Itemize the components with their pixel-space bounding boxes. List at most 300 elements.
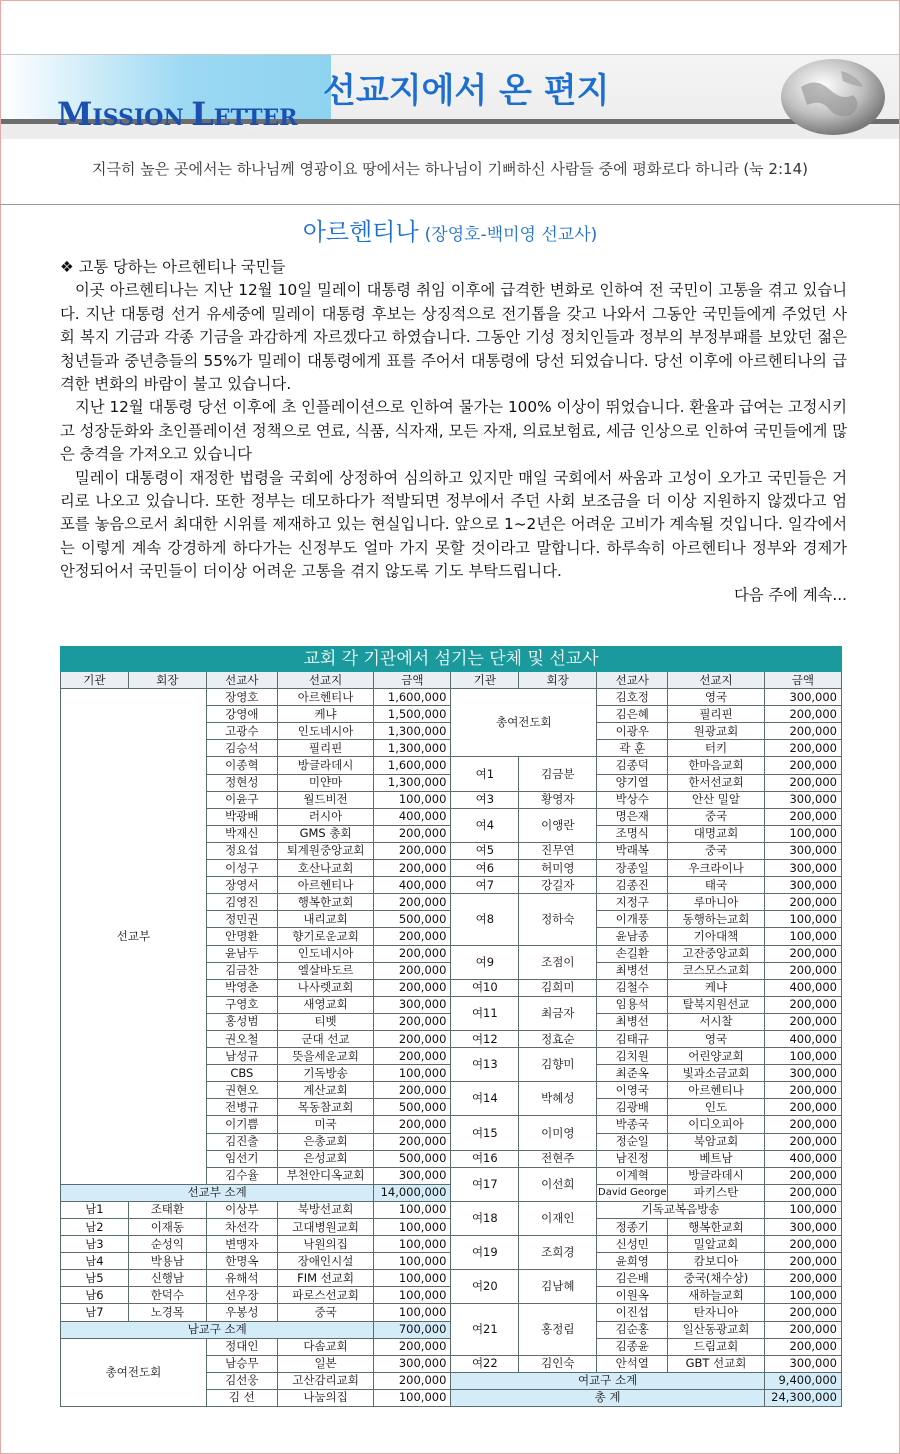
- org-cell: 남4: [61, 1253, 129, 1270]
- column-header: 선교사: [206, 672, 277, 689]
- missionary-cell: 윤희영: [597, 1253, 668, 1270]
- amount-cell: 300,000: [374, 996, 451, 1013]
- field-cell: 티벳: [277, 1013, 374, 1030]
- field-cell: 중국: [277, 1304, 374, 1321]
- missionary-cell: 곽 훈: [597, 740, 668, 757]
- amount-cell: 200,000: [374, 928, 451, 945]
- field-cell: 밀알교회: [668, 1236, 765, 1253]
- amount-cell: 400,000: [764, 1030, 841, 1047]
- field-cell: 북암교회: [668, 1133, 765, 1150]
- missionary-cell: 김 선: [206, 1389, 277, 1406]
- field-cell: 은총교회: [277, 1133, 374, 1150]
- amount-cell: 300,000: [764, 1219, 841, 1236]
- field-cell: 태국: [668, 877, 765, 894]
- table-title: 교회 각 기관에서 섬기는 단체 및 선교사: [61, 647, 842, 672]
- amount-cell: 400,000: [764, 1150, 841, 1167]
- amount-cell: 100,000: [764, 928, 841, 945]
- missionary-cell: 박종국: [597, 1116, 668, 1133]
- missionary-cell: 김수율: [206, 1167, 277, 1184]
- subtotal-label: 여교구 소계: [451, 1372, 764, 1389]
- field-cell: 퇴계원중앙교회: [277, 842, 374, 859]
- missionary-cell: 한명옥: [206, 1253, 277, 1270]
- amount-cell: 200,000: [764, 945, 841, 962]
- amount-cell: 200,000: [374, 1133, 451, 1150]
- amount-cell: 200,000: [764, 996, 841, 1013]
- missionary-cell: 이영국: [597, 1082, 668, 1099]
- field-cell: 터키: [668, 740, 765, 757]
- amount-cell: 100,000: [374, 791, 451, 808]
- amount-cell: 300,000: [764, 877, 841, 894]
- article-title: 아르헨티나 (장영호-백미영 선교사): [302, 218, 598, 246]
- amount-cell: 100,000: [764, 1048, 841, 1065]
- amount-cell: 200,000: [764, 1321, 841, 1338]
- chair-cell: 김금분: [519, 757, 597, 791]
- org-cell: 여6: [451, 860, 519, 877]
- missionary-cell: 정순일: [597, 1133, 668, 1150]
- field-cell: 드림교회: [668, 1338, 765, 1355]
- table-row: [61, 1270, 842, 1287]
- missionary-cell: 김진출: [206, 1133, 277, 1150]
- table-row: [61, 1236, 842, 1253]
- chair-cell: 허미영: [519, 860, 597, 877]
- missionary-cell: 박재신: [206, 825, 277, 842]
- missionary-cell: 이진섭: [597, 1304, 668, 1321]
- column-header: 금액: [374, 672, 451, 689]
- org-cell: 남3: [61, 1236, 129, 1253]
- amount-cell: 300,000: [374, 1167, 451, 1184]
- chair-cell: 이앵란: [519, 808, 597, 842]
- field-cell: 베트남: [668, 1150, 765, 1167]
- missionary-cell: 김치원: [597, 1048, 668, 1065]
- missionary-cell: 고광수: [206, 723, 277, 740]
- org-cell: 남5: [61, 1270, 129, 1287]
- amount-cell: 100,000: [764, 911, 841, 928]
- org-cell: 총여전도회: [451, 689, 597, 757]
- field-cell: 서시찰: [668, 1013, 765, 1030]
- missionary-cell: 김승석: [206, 740, 277, 757]
- org-cell: 여8: [451, 894, 519, 945]
- page-title: 선교지에서 온 편지: [323, 71, 610, 111]
- field-cell: 뜻을세운교회: [277, 1048, 374, 1065]
- amount-cell: 1,300,000: [374, 740, 451, 757]
- verse-divider: [0, 204, 900, 205]
- amount-cell: 300,000: [764, 842, 841, 859]
- chair-cell: 김향미: [519, 1048, 597, 1082]
- missionary-cell: 권오철: [206, 1030, 277, 1047]
- amount-cell: 200,000: [764, 1099, 841, 1116]
- missionary-cell: 윤남두: [206, 945, 277, 962]
- missionary-cell: 임선기: [206, 1150, 277, 1167]
- field-cell: 인도네시아: [277, 723, 374, 740]
- missionary-cell: 남승무: [206, 1355, 277, 1372]
- org-cell: 여5: [451, 842, 519, 859]
- field-cell: 월드비전: [277, 791, 374, 808]
- missionary-cell: 강영애: [206, 706, 277, 723]
- amount-cell: 100,000: [374, 1287, 451, 1304]
- missionary-cell: 김순홍: [597, 1321, 668, 1338]
- field-cell: 안산 밀알: [668, 791, 765, 808]
- org-cell: 여17: [451, 1167, 519, 1201]
- field-cell: 아르헨티나: [277, 689, 374, 706]
- amount-cell: 200,000: [764, 808, 841, 825]
- missionary-cell: 김철수: [597, 979, 668, 996]
- column-header: 회장: [128, 672, 206, 689]
- amount-cell: 200,000: [764, 1133, 841, 1150]
- amount-cell: 200,000: [374, 979, 451, 996]
- article-body: [60, 256, 847, 607]
- field-cell: 중국: [668, 808, 765, 825]
- field-cell: 고대병원교회: [277, 1219, 374, 1236]
- org-cell: 남1: [61, 1201, 129, 1218]
- field-cell: 케냐: [668, 979, 765, 996]
- org-cell: 여21: [451, 1304, 519, 1355]
- field-cell: 필리핀: [277, 740, 374, 757]
- org-cell: 여20: [451, 1270, 519, 1304]
- amount-cell: 200,000: [764, 894, 841, 911]
- amount-cell: 100,000: [374, 1219, 451, 1236]
- amount-cell: 200,000: [374, 962, 451, 979]
- amount-cell: 100,000: [374, 1253, 451, 1270]
- amount-cell: 200,000: [374, 894, 451, 911]
- field-cell: GMS 총회: [277, 825, 374, 842]
- table-row: [61, 1304, 842, 1321]
- chair-cell: 정하숙: [519, 894, 597, 945]
- table-row: [61, 1201, 842, 1218]
- field-cell: 고잔중앙교회: [668, 945, 765, 962]
- org-cell: 여3: [451, 791, 519, 808]
- chair-cell: 노경목: [128, 1304, 206, 1321]
- amount-cell: 100,000: [764, 1287, 841, 1304]
- amount-cell: 200,000: [374, 1030, 451, 1047]
- missionary-cell: 이개풍: [597, 911, 668, 928]
- missionary-cell: 차선각: [206, 1219, 277, 1236]
- chair-cell: 조희경: [519, 1236, 597, 1270]
- org-cell: 여16: [451, 1150, 519, 1167]
- chair-cell: 홍정림: [519, 1304, 597, 1355]
- amount-cell: 1,600,000: [374, 757, 451, 774]
- chair-cell: 이재동: [128, 1219, 206, 1236]
- field-cell: 러시아: [277, 808, 374, 825]
- field-cell: 장애인시설: [277, 1253, 374, 1270]
- field-cell: 기독교복음방송: [597, 1201, 764, 1218]
- table-row: [61, 647, 842, 672]
- missionary-cell: 최병선: [597, 1013, 668, 1030]
- org-cell: 남2: [61, 1219, 129, 1236]
- field-cell: 코스모스교회: [668, 962, 765, 979]
- field-cell: 한마음교회: [668, 757, 765, 774]
- amount-cell: 300,000: [764, 689, 841, 706]
- amount-cell: 200,000: [764, 1253, 841, 1270]
- field-cell: 빛과소금교회: [668, 1065, 765, 1082]
- subtotal-amount: 14,000,000: [374, 1184, 451, 1201]
- field-cell: 이디오피아: [668, 1116, 765, 1133]
- field-cell: 미얀마: [277, 774, 374, 791]
- chair-cell: 정효순: [519, 1030, 597, 1047]
- field-cell: 새영교회: [277, 996, 374, 1013]
- missionary-cell: 장영서: [206, 877, 277, 894]
- field-cell: 영국: [668, 1030, 765, 1047]
- field-cell: 동행하는교회: [668, 911, 765, 928]
- missionary-cell: 유해석: [206, 1270, 277, 1287]
- amount-cell: 1,600,000: [374, 689, 451, 706]
- amount-cell: 400,000: [374, 808, 451, 825]
- missionary-cell: 남진정: [597, 1150, 668, 1167]
- chair-cell: 박혜성: [519, 1082, 597, 1116]
- org-cell: 여7: [451, 877, 519, 894]
- column-header: 기관: [451, 672, 519, 689]
- amount-cell: 200,000: [764, 1304, 841, 1321]
- missionary-cell: 임용석: [597, 996, 668, 1013]
- field-cell: 탈북지원선교: [668, 996, 765, 1013]
- missionary-cell: 이상부: [206, 1201, 277, 1218]
- amount-cell: 200,000: [374, 1082, 451, 1099]
- missionary-cell: 최병선: [597, 962, 668, 979]
- missionary-cell: 이종혁: [206, 757, 277, 774]
- field-cell: 행복한교회: [668, 1219, 765, 1236]
- chair-cell: 강길자: [519, 877, 597, 894]
- amount-cell: 500,000: [374, 911, 451, 928]
- field-cell: 미국: [277, 1116, 374, 1133]
- amount-cell: 100,000: [374, 1304, 451, 1321]
- field-cell: 아르헨티나: [668, 1082, 765, 1099]
- field-cell: 고산감리교회: [277, 1372, 374, 1389]
- amount-cell: 100,000: [374, 1270, 451, 1287]
- missionary-cell: 최준옥: [597, 1065, 668, 1082]
- article-paragraph: 이곳 아르헨티나는 지난 12월 10일 밀레이 대통령 취임 이후에 급격한 변화로 인하여 전 국민이 고통을 겪고 있습니다. 지난 대통령 선거 유세중에 밀레이 대통령 후보는 상징적으로 전기톱을 갖고 나와서 그동안 국민들에게 주었던 사회 복지 기금과 각종 기금을 과감하게 자르겠다고 하였습니다. 그동안 기성 정치인들과 정부의 부정부패를 보았던 젊은 청년들과 중년층들의 55%가 밀레이 대통령에게 표를 주어서 대통령에 당선 되었습니다. 당선 이후에 아르헨티나의 급격한 변화의 바람이 불고 있습니다.: [60, 281, 847, 394]
- chair-cell: 황영자: [519, 791, 597, 808]
- missionary-cell: 명은재: [597, 808, 668, 825]
- missionary-cell: 김은배: [597, 1270, 668, 1287]
- org-cell: 남6: [61, 1287, 129, 1304]
- field-cell: 필리핀: [668, 706, 765, 723]
- amount-cell: 300,000: [764, 1065, 841, 1082]
- chair-cell: 김인숙: [519, 1355, 597, 1372]
- field-cell: GBT 선교회: [668, 1355, 765, 1372]
- missionary-cell: 김종덕: [597, 757, 668, 774]
- chair-cell: 최금자: [519, 996, 597, 1030]
- amount-cell: 100,000: [764, 825, 841, 842]
- missionary-cell: 정종기: [597, 1219, 668, 1236]
- org-cell: 여14: [451, 1082, 519, 1116]
- field-cell: 인도네시아: [277, 945, 374, 962]
- field-cell: 새하늘교회: [668, 1287, 765, 1304]
- chair-cell: 한덕수: [128, 1287, 206, 1304]
- field-cell: 다솜교회: [277, 1338, 374, 1355]
- field-cell: 캄보디아: [668, 1253, 765, 1270]
- org-cell: 선교부: [61, 689, 207, 1185]
- chair-cell: 김희미: [519, 979, 597, 996]
- org-cell: 남7: [61, 1304, 129, 1321]
- field-cell: 중국: [668, 842, 765, 859]
- missionary-cell: 김선웅: [206, 1372, 277, 1389]
- field-cell: 방글라데시: [277, 757, 374, 774]
- field-cell: 중국(채수상): [668, 1270, 765, 1287]
- subtotal-label: 선교부 소계: [61, 1184, 374, 1201]
- amount-cell: 200,000: [374, 1338, 451, 1355]
- missionary-cell: 김광배: [597, 1099, 668, 1116]
- amount-cell: 200,000: [374, 1013, 451, 1030]
- missionary-cell: 윤남종: [597, 928, 668, 945]
- field-cell: 나사렛교회: [277, 979, 374, 996]
- missionary-cell: David George: [597, 1184, 668, 1201]
- amount-cell: 400,000: [374, 877, 451, 894]
- amount-cell: 1,300,000: [374, 774, 451, 791]
- missionary-cell: 조명식: [597, 825, 668, 842]
- amount-cell: 200,000: [374, 1116, 451, 1133]
- amount-cell: 200,000: [374, 825, 451, 842]
- table-row: [61, 689, 842, 706]
- amount-cell: 200,000: [764, 1116, 841, 1133]
- missionary-cell: 김호정: [597, 689, 668, 706]
- missionary-cell: 정요섭: [206, 842, 277, 859]
- missionary-cell: 이성구: [206, 860, 277, 877]
- amount-cell: 200,000: [764, 723, 841, 740]
- missionary-cell: 이계혁: [597, 1167, 668, 1184]
- org-cell: 여10: [451, 979, 519, 996]
- amount-cell: 200,000: [764, 757, 841, 774]
- missionary-cell: 이광우: [597, 723, 668, 740]
- chair-cell: 이선희: [519, 1167, 597, 1201]
- missionary-cell: 김금찬: [206, 962, 277, 979]
- missionary-cell: 지정구: [597, 894, 668, 911]
- org-cell: 여12: [451, 1030, 519, 1047]
- table-row: [61, 672, 842, 689]
- field-cell: 한서선교회: [668, 774, 765, 791]
- missionary-cell: 홍성범: [206, 1013, 277, 1030]
- org-cell: 여1: [451, 757, 519, 791]
- amount-cell: 200,000: [764, 1082, 841, 1099]
- missionary-cell: 우봉성: [206, 1304, 277, 1321]
- field-cell: 목동참교회: [277, 1099, 374, 1116]
- article-heading: ❖ 고통 당하는 아르헨티나 국민들: [60, 258, 286, 276]
- amount-cell: 200,000: [374, 945, 451, 962]
- field-cell: 원광교회: [668, 723, 765, 740]
- amount-cell: 1,300,000: [374, 723, 451, 740]
- field-cell: 일산동광교회: [668, 1321, 765, 1338]
- amount-cell: 200,000: [374, 842, 451, 859]
- amount-cell: 300,000: [374, 1355, 451, 1372]
- field-cell: 케냐: [277, 706, 374, 723]
- field-cell: 엘살바도르: [277, 962, 374, 979]
- chair-cell: 진무연: [519, 842, 597, 859]
- amount-cell: 200,000: [764, 1013, 841, 1030]
- column-header: 금액: [764, 672, 841, 689]
- bible-verse: 지극히 높은 곳에서는 하나님께 영광이요 땅에서는 하나님이 기뻐하신 사람들 중에 평화로다 하니라 (눅 2:14): [92, 160, 808, 178]
- missionary-cell: 이기쁨: [206, 1116, 277, 1133]
- field-cell: 우크라이나: [668, 860, 765, 877]
- column-header: 기관: [61, 672, 129, 689]
- amount-cell: 200,000: [764, 1167, 841, 1184]
- field-cell: 파로스선교회: [277, 1287, 374, 1304]
- amount-cell: 100,000: [374, 1065, 451, 1082]
- missionary-cell: 김태규: [597, 1030, 668, 1047]
- missionary-cell: 박래복: [597, 842, 668, 859]
- amount-cell: 100,000: [764, 1201, 841, 1218]
- field-cell: 기아대책: [668, 928, 765, 945]
- subtotal-label: 남교구 소계: [61, 1321, 374, 1338]
- missionary-cell: 박상수: [597, 791, 668, 808]
- amount-cell: 200,000: [764, 740, 841, 757]
- globe-icon: [771, 57, 891, 137]
- amount-cell: 300,000: [764, 1355, 841, 1372]
- field-cell: 낙원의집: [277, 1236, 374, 1253]
- amount-cell: 300,000: [764, 860, 841, 877]
- org-cell: 여13: [451, 1048, 519, 1082]
- amount-cell: 200,000: [764, 1338, 841, 1355]
- chair-cell: 조점이: [519, 945, 597, 979]
- missionary-cell: 전병규: [206, 1099, 277, 1116]
- field-cell: 부천안디옥교회: [277, 1167, 374, 1184]
- chair-cell: 박용남: [128, 1253, 206, 1270]
- org-cell: 여19: [451, 1236, 519, 1270]
- missionary-cell: 정민권: [206, 911, 277, 928]
- missionary-cell: 신성민: [597, 1236, 668, 1253]
- missionary-cell: 박광배: [206, 808, 277, 825]
- missionary-cell: 선우장: [206, 1287, 277, 1304]
- field-cell: 행복한교회: [277, 894, 374, 911]
- missionary-cell: 김은혜: [597, 706, 668, 723]
- field-cell: 은성교회: [277, 1150, 374, 1167]
- amount-cell: 1,500,000: [374, 706, 451, 723]
- missionary-cell: 안명환: [206, 928, 277, 945]
- amount-cell: 200,000: [764, 962, 841, 979]
- amount-cell: 200,000: [374, 1372, 451, 1389]
- amount-cell: 100,000: [374, 1389, 451, 1406]
- amount-cell: 300,000: [764, 791, 841, 808]
- missionary-cell: 양기열: [597, 774, 668, 791]
- subtotal-amount: 9,400,000: [764, 1372, 841, 1389]
- chair-cell: 조태환: [128, 1201, 206, 1218]
- grand-total-amount: 24,300,000: [764, 1389, 841, 1406]
- missionary-cell: 안석열: [597, 1355, 668, 1372]
- amount-cell: 500,000: [374, 1099, 451, 1116]
- field-cell: 계산교회: [277, 1082, 374, 1099]
- amount-cell: 100,000: [374, 1201, 451, 1218]
- missionary-cell: CBS: [206, 1065, 277, 1082]
- field-cell: 대명교회: [668, 825, 765, 842]
- subtotal-amount: 700,000: [374, 1321, 451, 1338]
- article-paragraph: 지난 12월 대통령 당선 이후에 초 인플레이션으로 인하여 물가는 100% 이상이 뛰었습니다. 환율과 급여는 고정시키고 성장둔화와 초인플레이션 정책으로 연료, 식품, 식자재, 모든 자재, 의료보험료, 세금 인상으로 인하여 국민들에게 많은 충격을 가져오고 있습니다: [60, 398, 847, 464]
- amount-cell: 200,000: [764, 1236, 841, 1253]
- field-cell: 내리교회: [277, 911, 374, 928]
- field-cell: 나눔의집: [277, 1389, 374, 1406]
- field-cell: FIM 선교회: [277, 1270, 374, 1287]
- missionary-cell: 장종일: [597, 860, 668, 877]
- missionary-cell: 이윤구: [206, 791, 277, 808]
- amount-cell: 200,000: [764, 774, 841, 791]
- field-cell: 탄자니아: [668, 1304, 765, 1321]
- field-cell: 파키스탄: [668, 1184, 765, 1201]
- chair-cell: 순성익: [128, 1236, 206, 1253]
- field-cell: 인도: [668, 1099, 765, 1116]
- missionary-cell: 남성규: [206, 1048, 277, 1065]
- missionary-cell: 손길환: [597, 945, 668, 962]
- missionary-cell: 정현성: [206, 774, 277, 791]
- missionary-cell: 박영춘: [206, 979, 277, 996]
- continued-note: 다음 주에 계속...: [734, 585, 847, 604]
- org-cell: 여4: [451, 808, 519, 842]
- org-cell: 여15: [451, 1116, 519, 1150]
- chair-cell: 김남혜: [519, 1270, 597, 1304]
- field-cell: 루마니아: [668, 894, 765, 911]
- amount-cell: 500,000: [374, 1150, 451, 1167]
- article-paragraph: 밀레이 대통령이 재정한 법령을 국회에 상정하여 심의하고 있지만 매일 국회에서 싸움과 고성이 오가고 국민들은 거리로 나오고 있습니다. 또한 정부는 데모하다가 적발되면 정부에서 주던 사회 보조금을 더 이상 지원하지 않겠다고 엄포를 놓음으로서 최대한 시위를 제재하고 있는 현실입니다. 앞으로 1~2년은 어려운 고비가 계속될 것입니다. 일각에서는 이렇게 계속 강경하게 하다가는 신정부도 얼마 가지 못할 것이라고 말합니다. 하루속히 아르헨티나 정부와 경제가 안정되어서 국민들이 더이상 어려운 고통을 겪지 않도록 기도 부탁드립니다.: [60, 468, 847, 581]
- grand-total-label: 총 계: [451, 1389, 764, 1406]
- missionary-cell: 이원옥: [597, 1287, 668, 1304]
- missionary-cell: 장영호: [206, 689, 277, 706]
- amount-cell: 200,000: [764, 1184, 841, 1201]
- missionary-cell: 변맹자: [206, 1236, 277, 1253]
